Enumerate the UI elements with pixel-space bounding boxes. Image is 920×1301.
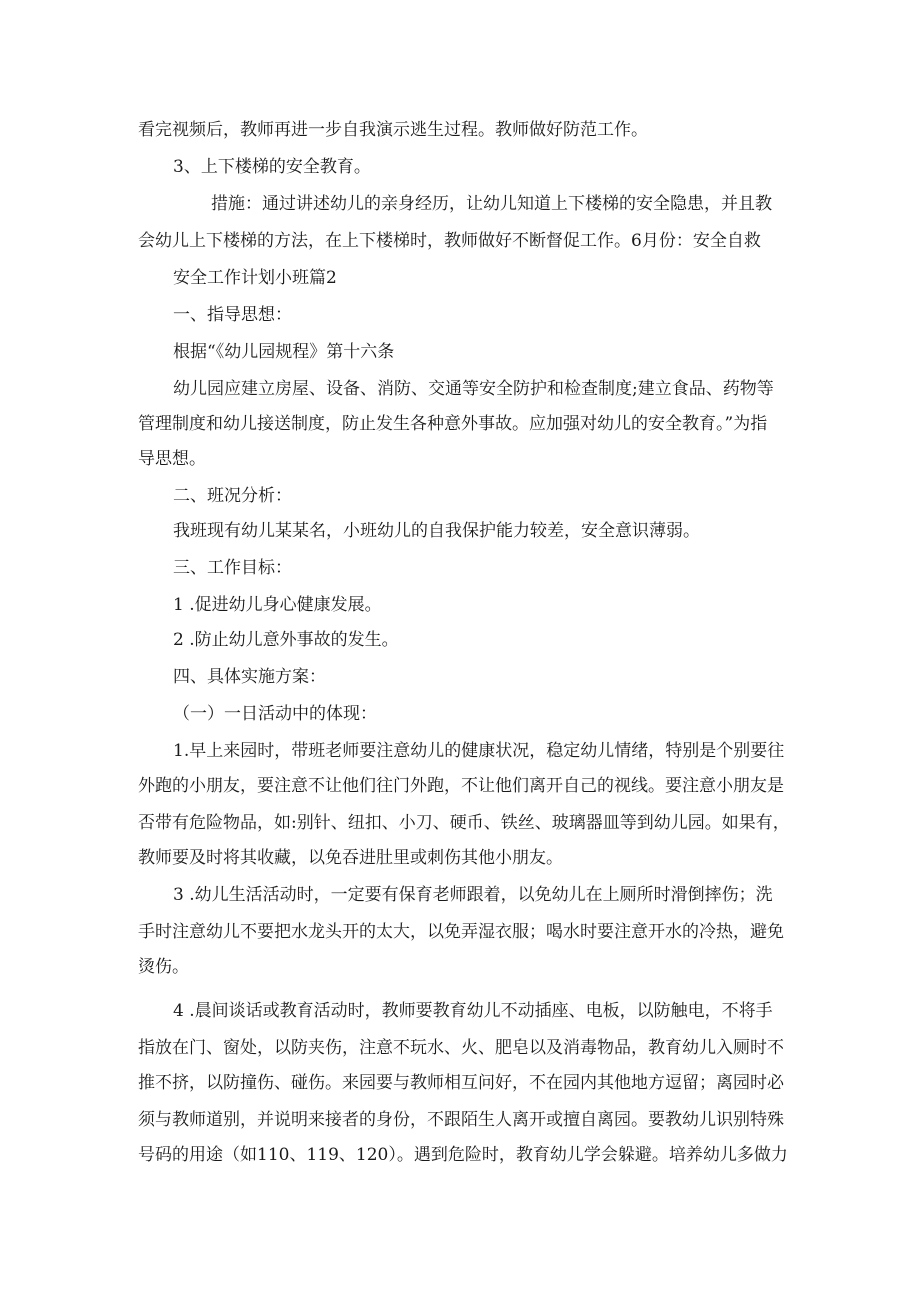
text-line: 教师要及时将其收藏，以免吞进肚里或刺伤其他小朋友。 xyxy=(138,848,563,868)
text-line: 我班现有幼儿某某名，小班幼儿的自我保护能力较差，安全意识薄弱。 xyxy=(173,521,700,541)
subsection-heading: （一）一日活动中的体现： xyxy=(173,704,377,724)
text-line: 根据“《幼儿园规程》第十六条 xyxy=(173,342,395,362)
section-heading: 二、班况分析： xyxy=(173,486,292,506)
section-heading: 三、工作目标： xyxy=(173,558,292,578)
text-line: 措施：通过讲述幼儿的亲身经历，让幼儿知道上下楼梯的安全隐患，并且教 xyxy=(211,194,772,214)
text-line: 推不挤，以防撞伤、碰伤。来园要与教师相互问好，不在园内其他地方逗留；离园时必 xyxy=(138,1073,784,1093)
section-heading: 四、具体实施方案： xyxy=(173,667,326,687)
text-line: 幼儿园应建立房屋、设备、消防、交通等安全防护和检查制度;建立食品、药物等 xyxy=(173,379,774,399)
text-line: 3 .幼儿生活活动时，一定要有保育老师跟着，以免幼儿在上厕所时滑倒摔伤；洗 xyxy=(173,885,773,905)
text-line: 烫伤。 xyxy=(138,957,189,977)
text-line: 否带有危险物品，如:别针、纽扣、小刀、硬币、铁丝、玻璃器皿等到幼儿园。如果有， xyxy=(138,813,790,833)
text-line: 导思想。 xyxy=(138,449,206,469)
list-item: 1 .促进幼儿身心健康发展。 xyxy=(173,595,382,615)
text-line: 外跑的小朋友，要注意不让他们往门外跑，不让他们离开自己的视线。要注意小朋友是 xyxy=(138,776,784,796)
text-line: 看完视频后，教师再进一步自我演示逃生过程。教师做好防范工作。 xyxy=(138,120,648,140)
section-title: 安全工作计划小班篇2 xyxy=(173,268,337,288)
section-heading: 一、指导思想： xyxy=(173,305,292,325)
text-line: 3、上下楼梯的安全教育。 xyxy=(173,157,371,177)
text-line: 管理制度和幼儿接送制度，防止发生各种意外事故。应加强对幼儿的安全教育。”为指 xyxy=(138,414,768,434)
text-line: 手时注意幼儿不要把水龙头开的太大，以免弄湿衣服；喝水时要注意开水的冷热，避免 xyxy=(138,922,784,942)
text-line: 会幼儿上下楼梯的方法，在上下楼梯时，教师做好不断督促工作。6月份：安全自救 xyxy=(138,231,761,251)
text-line: 4 .晨间谈话或教育活动时，教师要教育幼儿不动插座、电板，以防触电，不将手 xyxy=(173,1001,773,1021)
text-line: 1.早上来园时，带班老师要注意幼儿的健康状况，稳定幼儿情绪，特别是个别要往 xyxy=(173,741,785,761)
text-line: 须与教师道别，并说明来接者的身份，不跟陌生人离开或擅自离园。要教幼儿识别特殊 xyxy=(138,1110,784,1130)
text-line: 指放在门、窗处，以防夹伤，注意不玩水、火、肥皂以及消毒物品，教育幼儿入厕时不 xyxy=(138,1038,784,1058)
list-item: 2 .防止幼儿意外事故的发生。 xyxy=(173,630,399,650)
text-line: 号码的用途（如110、119、120）。遇到危险时，教育幼儿学会躲避。培养幼儿多做力 xyxy=(138,1145,788,1165)
